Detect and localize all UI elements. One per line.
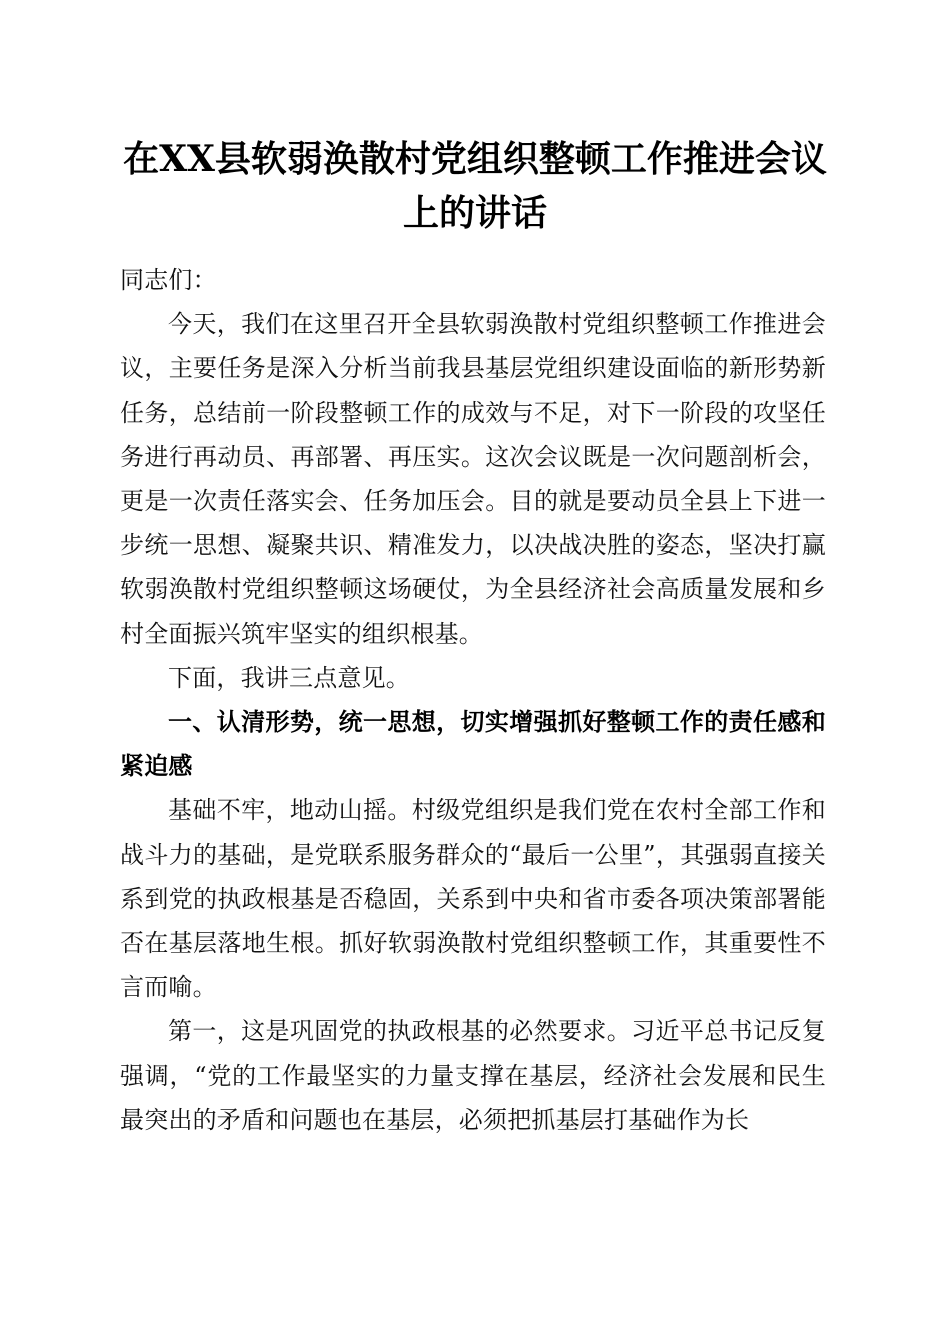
- title-line-1: 在XX县软弱涣散村党组织整顿工作推进会议: [123, 138, 827, 180]
- paragraph-intro: 今天，我们在这里召开全县软弱涣散村党组织整顿工作推进会议，主要任务是深入分析当前我县基层党组织建设面临的新形势新任务，总结前一阶段整顿工作的成效与不足，对下一阶段的攻坚任务进行再动员、再部署、再压实。这次会议既是一次问题剖析会，更是一次责任落实会、任务加压会。目的就是要动员全县上下进一步统一思想、凝聚共识、精准发力，以决战决胜的姿态，坚决打赢软弱涣散村党组织整顿这场硬仗，为全县经济社会高质量发展和乡村全面振兴筑牢坚实的组织根基。: [120, 310, 826, 648]
- first-point-lead: 第一，这是巩固党的执政根基的必然要求。: [168, 1017, 632, 1046]
- section-heading-1: 一、认清形势，统一思想，切实增强抓好整顿工作的责任感和紧迫感: [120, 708, 826, 781]
- first-point-text: 习近平总书记反复强调，“党的工作最坚实的力量支撑在基层，经济社会发展和民生最突出的矛盾和问题也在基层，必须把抓基层打基础作为长: [120, 1017, 826, 1134]
- document-title: [110, 132, 840, 240]
- paragraph-foundation: 基础不牢，地动山摇。村级党组织是我们党在农村全部工作和战斗力的基础，是党联系服务群众的“最后一公里”，其强弱直接关系到党的执政根基是否稳固，关系到中央和省市委各项决策部署能否在基层落地生根。抓好软弱涣散村党组织整顿工作，其重要性不言而喻。: [120, 796, 826, 1002]
- salutation: 同志们：: [120, 266, 217, 294]
- paragraph-outline: 下面，我讲三点意见。: [168, 663, 410, 692]
- document-body: [120, 258, 826, 1142]
- title-line-2: 上的讲话: [402, 192, 547, 234]
- paragraph-first-point: [120, 1009, 826, 1142]
